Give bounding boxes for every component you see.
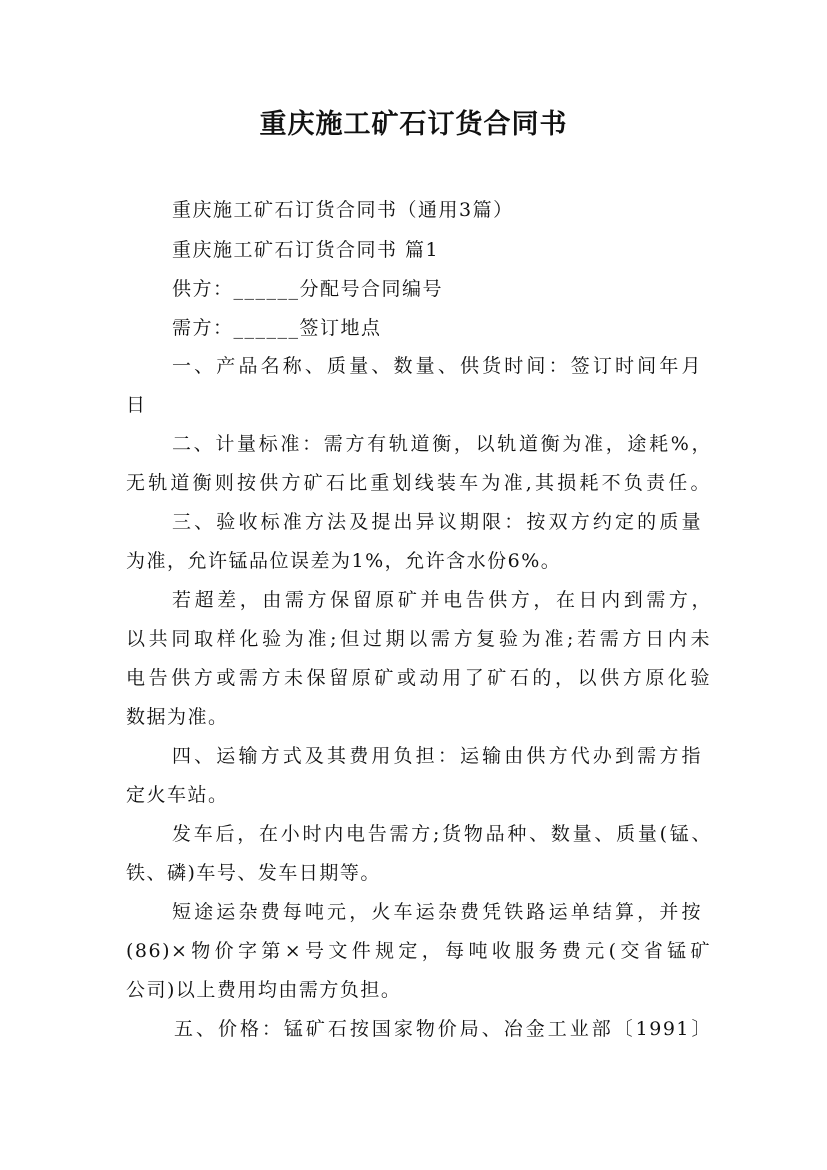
- doc-line: 三、验收标准方法及提出异议期限：按双方约定的质量: [172, 511, 702, 533]
- doc-line: 铁、磷)车号、发车日期等。: [126, 862, 381, 884]
- doc-line: 二、计量标准：需方有轨道衡，以轨道衡为准，途耗%，: [172, 433, 712, 455]
- doc-line: 电告供方或需方未保留原矿或动用了矿石的，以供方原化验: [126, 667, 711, 689]
- doc-line: 五、价格：锰矿石按国家物价局、冶金工业部〔1991〕: [174, 1018, 712, 1040]
- doc-line: (86)×物价字第×号文件规定，每吨收服务费元(交省锰矿: [126, 940, 711, 962]
- doc-line: 以共同取样化验为准;但过期以需方复验为准;若需方日内未: [126, 628, 711, 650]
- doc-line: 四、运输方式及其费用负担：运输由供方代办到需方指: [172, 745, 702, 767]
- doc-line: 无轨道衡则按供方矿石比重划线装车为准,其损耗不负责任。: [126, 472, 711, 494]
- doc-line: 短途运杂费每吨元，火车运杂费凭铁路运单结算，并按: [172, 901, 702, 923]
- doc-line: 重庆施工矿石订货合同书（通用3篇）: [172, 199, 514, 221]
- doc-line: 需方：______签订地点: [172, 317, 382, 339]
- doc-line: 一、产品名称、质量、数量、供货时间：签订时间年月: [172, 355, 702, 377]
- doc-line: 数据为准。: [126, 706, 229, 728]
- doc-line: 供方：______分配号合同编号: [172, 278, 444, 300]
- document-title: 重庆施工矿石订货合同书: [259, 109, 568, 140]
- doc-line: 公司)以上费用均由需方负担。: [126, 979, 402, 1001]
- doc-line: 日: [126, 394, 147, 416]
- doc-line: 定火车站。: [126, 784, 229, 806]
- doc-line: 为准，允许锰品位误差为1%，允许含水份6%。: [126, 550, 562, 572]
- doc-line: 发车后，在小时内电告需方;货物品种、数量、质量(锰、: [172, 823, 712, 845]
- doc-line: 若超差，由需方保留原矿并电告供方，在日内到需方，: [172, 589, 712, 611]
- doc-line: 重庆施工矿石订货合同书 篇1: [172, 239, 440, 261]
